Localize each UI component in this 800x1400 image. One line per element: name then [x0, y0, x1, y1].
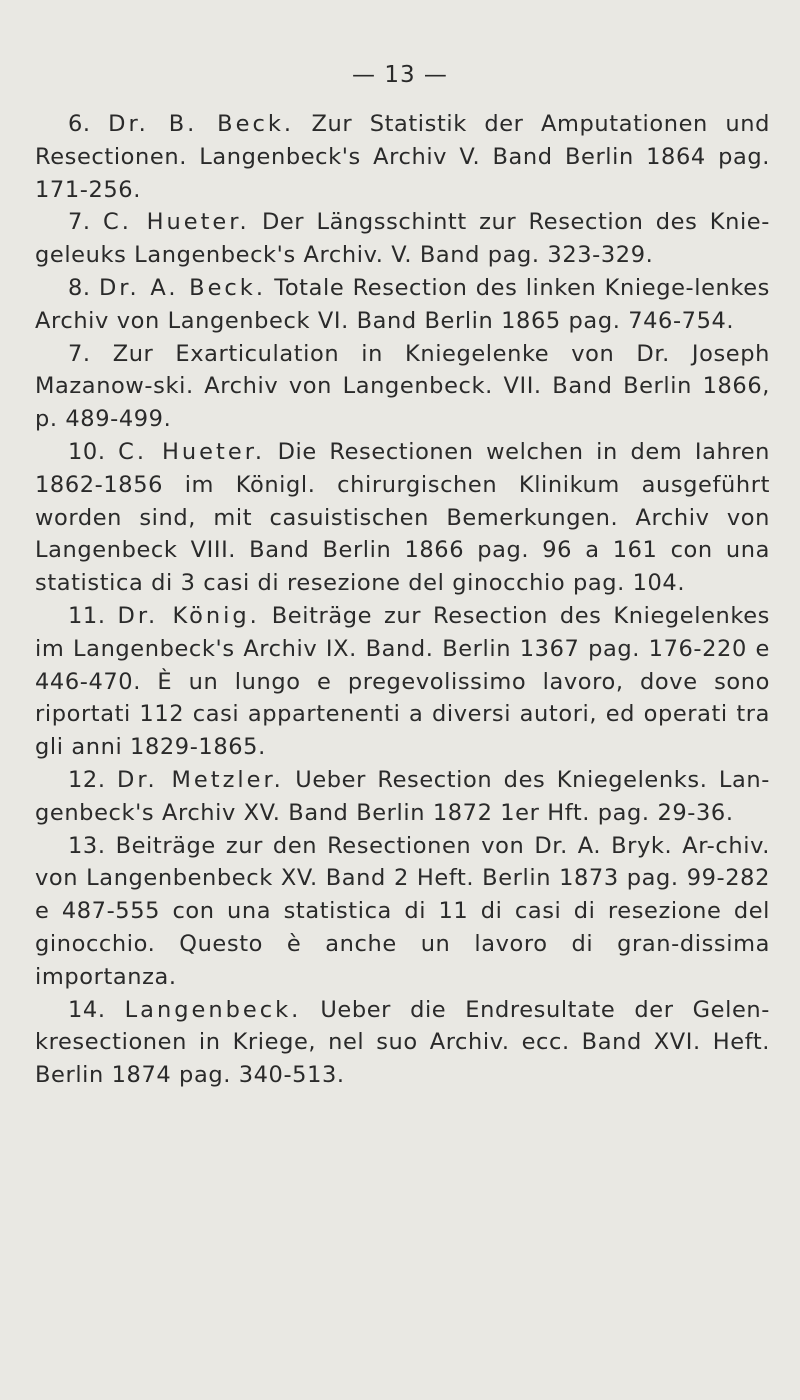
reference-entry-8: [35, 272, 770, 338]
reference-entry-7: [35, 206, 770, 272]
reference-entry-9: [35, 338, 770, 436]
reference-entry-13: [35, 830, 770, 994]
reference-author: Dr. Metzler.: [117, 766, 284, 793]
reference-author: Langenbeck.: [124, 996, 302, 1023]
reference-text: Zur Exarticulation in Kniegelenke von Dr. Joseph Mazanow-ski. Archiv von Langenbeck. VII. Band Berlin 1866, p. 489-499.: [35, 340, 770, 433]
reference-author: Dr. König.: [117, 602, 260, 629]
reference-text: Die Resectionen welchen in dem Iahren 1862-1856 im Königl. chirurgischen Klinikum ausgeführt worden sind, mit casuistischen Bemerkungen. Archiv von Langenbeck VIII. Band Berlin 1866 pag. 96 a 161 con una statistica di 3 casi di resezione del ginocchio pag. 104.: [35, 438, 770, 597]
reference-number: 7.: [68, 209, 91, 236]
reference-entry-10: [35, 436, 770, 600]
reference-number: 10.: [68, 438, 106, 465]
reference-text: Ueber die Endresultate der Gelen-kresectionen in Kriege, nel suo Archiv. ecc. Band XVI. Heft. Berlin 1874 pag. 340-513.: [35, 996, 770, 1089]
reference-entry-11: [35, 600, 770, 764]
reference-author: C. Hueter.: [103, 209, 250, 236]
reference-number: 14.: [68, 996, 106, 1023]
reference-number: 11.: [68, 602, 106, 629]
reference-entry-6: [35, 108, 770, 206]
reference-author: Dr. B. Beck.: [108, 111, 294, 137]
reference-list: [35, 108, 770, 1092]
reference-text: Ueber Resection des Kniegelenks. Lan-genbeck's Archiv XV. Band Berlin 1872 1er Hft. pag. 29-36.: [35, 766, 770, 826]
reference-text: Beiträge zur den Resectionen von Dr. A. Bryk. Ar-chiv. von Langenbenbeck XV. Band 2 Heft. Berlin 1873 pag. 99-282 e 487-555 con una statistica di 11 di casi di resezione del ginocchio. Questo è anche un lavoro di gran-dissima importanza.: [35, 832, 770, 990]
reference-number: 8.: [68, 274, 91, 301]
reference-author: Dr. A. Beck.: [98, 274, 266, 301]
reference-text: Totale Resection des linken Kniege-lenkes Archiv von Langenbeck VI. Band Berlin 1865 pag. 746-754.: [35, 274, 770, 334]
reference-number: 6.: [68, 111, 91, 137]
reference-number: 7.: [68, 340, 91, 367]
page-number: — 13 —: [352, 62, 448, 88]
reference-text: Zur Statistik der Amputationen und Resectionen. Langenbeck's Archiv V. Band Berlin 1864 pag. 171-256.: [35, 111, 770, 203]
reference-text: Der Längsschintt zur Resection des Knie-geleuks Langenbeck's Archiv. V. Band pag. 323-329.: [35, 209, 770, 269]
reference-text: Beiträge zur Resection des Kniegelenkes im Langenbeck's Archiv IX. Band. Berlin 1367 pag. 176-220 e 446-470. È un lungo e pregevolissimo lavoro, dove sono riportati 112 casi appartenenti a diversi autori, ed operati tra gli anni 1829-1865.: [35, 602, 770, 761]
reference-number: 12.: [68, 766, 106, 793]
reference-number: 13.: [68, 832, 106, 859]
reference-entry-12: [35, 764, 770, 830]
reference-author: C. Hueter.: [118, 438, 266, 465]
reference-entry-14: [35, 994, 770, 1092]
